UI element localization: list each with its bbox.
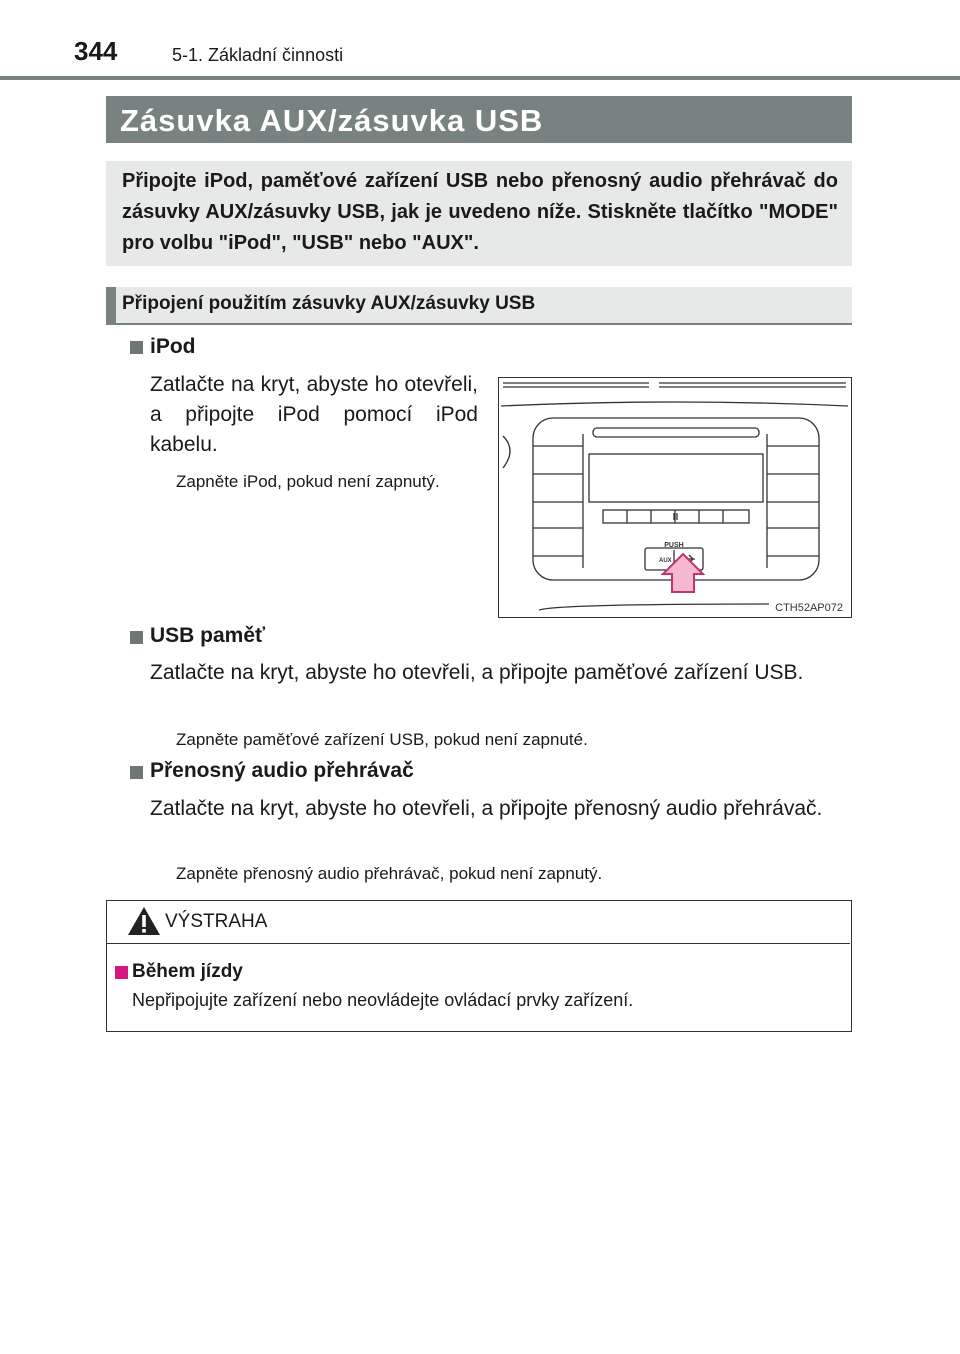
item-title-ipod: iPod — [150, 335, 196, 358]
warning-text: Nepřipojujte zařízení nebo neovládejte ovládací prvky zařízení. — [132, 990, 634, 1010]
square-bullet-icon — [130, 766, 143, 779]
warning-bullet-icon — [115, 966, 128, 979]
figure-code: CTH52AP072 — [775, 602, 843, 614]
page-title: Zásuvka AUX/zásuvka USB — [120, 103, 544, 138]
subheader-accent — [106, 287, 116, 323]
subheader — [106, 287, 852, 325]
item-body-ipod: Zatlačte na kryt, abyste ho otevřeli, a připojte iPod pomocí iPod kabelu. — [150, 373, 478, 456]
page-number: 344 — [74, 36, 118, 66]
warning-triangle-icon — [127, 906, 161, 936]
square-bullet-icon — [130, 631, 143, 644]
push-label: PUSH — [664, 542, 684, 549]
audio-unit-figure — [498, 377, 852, 618]
header-rule — [0, 76, 960, 80]
item-note-portable-player: Zapněte přenosný audio přehrávač, pokud není zapnutý. — [176, 864, 603, 883]
item-note-usb: Zapněte paměťové zařízení USB, pokud není zapnuté. — [176, 730, 588, 749]
item-body-usb: Zatlačte na kryt, abyste ho otevřeli, a připojte paměťové zařízení USB. — [150, 661, 804, 684]
intro-box — [106, 161, 852, 266]
aux-label: AUX — [659, 558, 672, 564]
warning-item-title: Během jízdy — [132, 961, 243, 982]
intro-text: Připojte iPod, paměťové zařízení USB nebo přenosný audio přehrávač do zásuvky AUX/zásuvky USB, jak je uvedeno níže. Stiskněte tlačítko "MODE" pro volbu "iPod", "USB" nebo "AUX". — [122, 170, 838, 254]
item-title-usb: USB paměť — [150, 624, 266, 647]
audio-unit-illustration — [499, 378, 850, 616]
item-body-portable-player: Zatlačte na kryt, abyste ho otevřeli, a připojte přenosný audio přehrávač. — [150, 797, 823, 820]
warning-box — [106, 900, 852, 1032]
section-label: 5-1. Základní činnosti — [172, 45, 344, 65]
warning-title: VÝSTRAHA — [165, 911, 268, 932]
title-bar — [106, 96, 852, 143]
item-note-ipod: Zapněte iPod, pokud není zapnutý. — [176, 472, 440, 491]
subheader-text: Připojení použitím zásuvky AUX/zásuvky USB — [122, 293, 536, 314]
item-title-portable-player: Přenosný audio přehrávač — [150, 759, 414, 782]
warning-header — [107, 901, 850, 944]
square-bullet-icon — [130, 341, 143, 354]
